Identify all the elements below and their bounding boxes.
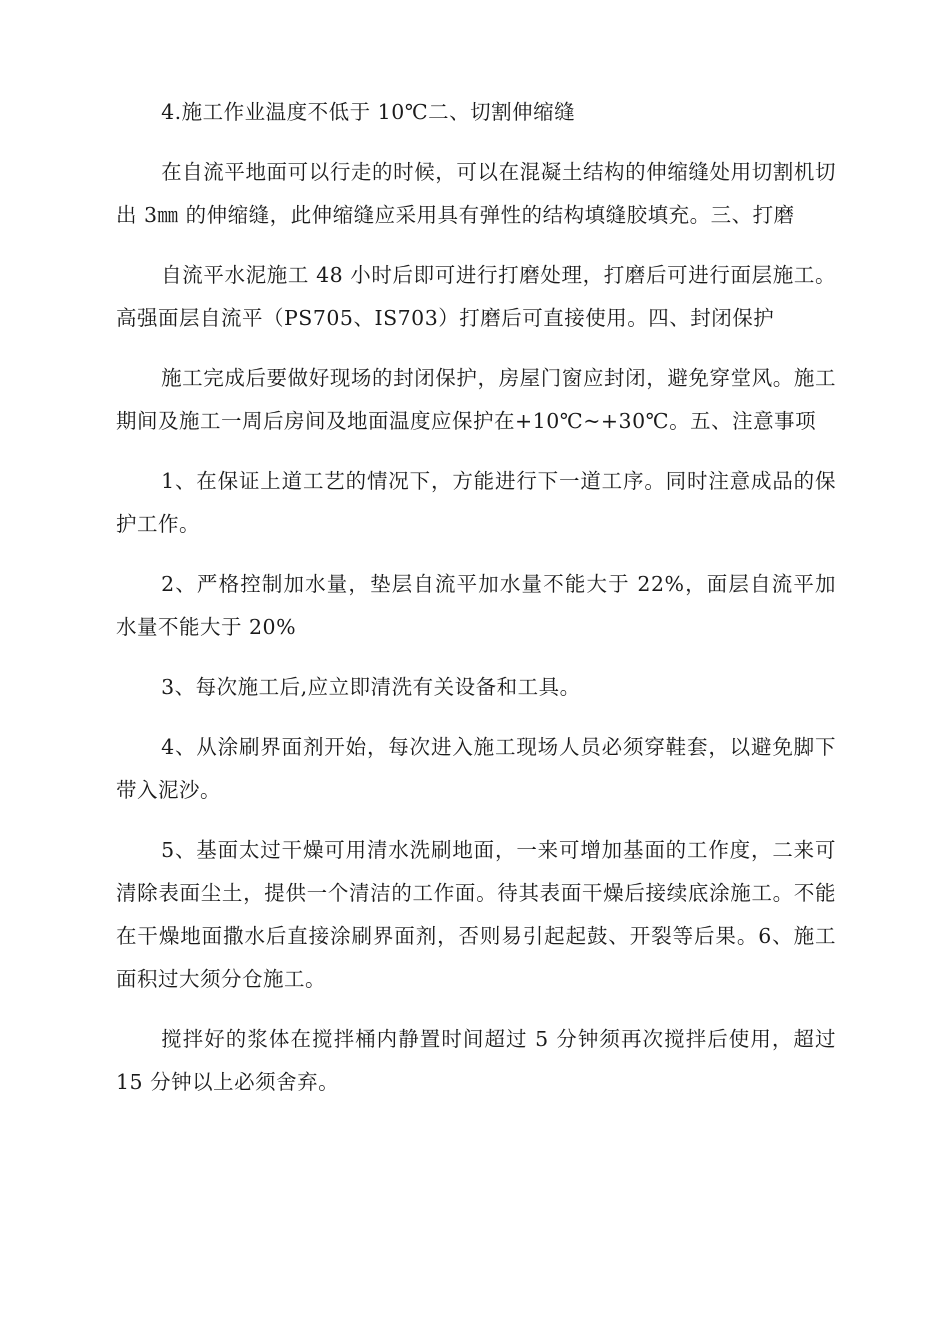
- paragraph-expansion-joint: 在自流平地面可以行走的时候，可以在混凝土结构的伸缩缝处用切割机切出 3㎜ 的伸缩缝，此伸缩缝应采用具有弹性的结构填缝胶填充。三、打磨: [116, 160, 836, 227]
- paragraph-sealing-protection: 施工完成后要做好现场的封闭保护，房屋门窗应封闭，避免穿堂风。施工期间及施工一周后房间及地面温度应保护在+10℃~+30℃。五、注意事项: [116, 366, 836, 433]
- paragraph-note-3: 3、每次施工后,应立即清洗有关设备和工具。: [161, 675, 581, 699]
- paragraph-temperature: 4.施工作业温度不低于 10℃二、切割伸缩缝: [161, 100, 576, 124]
- paragraph-note-1: 1、在保证上道工艺的情况下，方能进行下一道工序。同时注意成品的保护工作。: [116, 469, 836, 536]
- paragraph-mixing: 搅拌好的浆体在搅拌桶内静置时间超过 5 分钟须再次搅拌后使用，超过 15 分钟以上必须舍弃。: [116, 1027, 836, 1094]
- paragraph-note-4: 4、从涂刷界面剂开始，每次进入施工现场人员必须穿鞋套，以避免脚下带入泥沙。: [116, 735, 836, 802]
- paragraph-note-2: 2、严格控制加水量，垫层自流平加水量不能大于 22%，面层自流平加水量不能大于 20%: [116, 572, 836, 639]
- document-page: [116, 91, 836, 1104]
- paragraph-grinding: 自流平水泥施工 48 小时后即可进行打磨处理，打磨后可进行面层施工。高强面层自流平（PS705、IS703）打磨后可直接使用。四、封闭保护: [116, 263, 836, 330]
- paragraph-note-5: 5、基面太过干燥可用清水洗刷地面，一来可增加基面的工作度，二来可清除表面尘土，提供一个清洁的工作面。待其表面干燥后接续底涂施工。不能在干燥地面撒水后直接涂刷界面剂，否则易引起起鼓、开裂等后果。6、施工面积过大须分仓施工。: [116, 838, 836, 991]
